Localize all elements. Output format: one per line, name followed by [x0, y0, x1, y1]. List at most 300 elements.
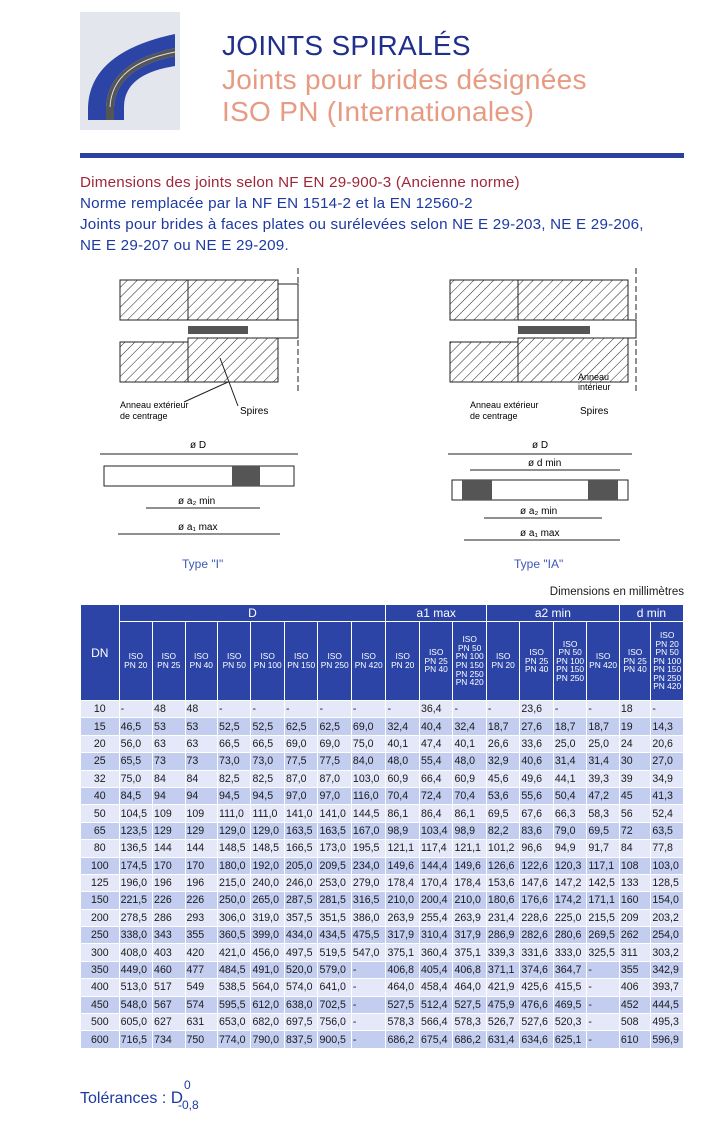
- value-cell: 31,4: [587, 753, 620, 770]
- table-row: [81, 770, 684, 787]
- dimensions-table: [80, 604, 684, 1049]
- value-cell: 52,5: [217, 718, 250, 735]
- value-cell: 750: [185, 1031, 217, 1048]
- label-outer-ring2-right: de centrage: [470, 411, 518, 421]
- value-cell: 52,5: [251, 718, 284, 735]
- value-cell: -: [386, 701, 419, 718]
- value-cell: 278,5: [119, 909, 152, 926]
- value-cell: 86,1: [453, 805, 486, 822]
- value-cell: 66,5: [217, 735, 250, 752]
- table-row: [81, 701, 684, 718]
- value-cell: 333,0: [553, 944, 586, 961]
- value-cell: 50,4: [553, 787, 586, 804]
- dn-cell: 32: [81, 770, 120, 787]
- value-cell: 149,6: [453, 857, 486, 874]
- value-cell: 178,4: [386, 874, 419, 891]
- value-cell: 83,6: [520, 822, 553, 839]
- page-subtitle-line2: ISO PN (Internationales): [222, 96, 535, 127]
- value-cell: 595,5: [217, 996, 250, 1013]
- value-cell: -: [651, 701, 684, 718]
- type-label-right: Type "IA": [514, 557, 564, 571]
- value-cell: 19: [619, 718, 650, 735]
- col-subheader: ISO PN 25: [153, 622, 185, 701]
- value-cell: 111,0: [251, 805, 284, 822]
- value-cell: 638,0: [284, 996, 317, 1013]
- units-note: Dimensions en millimètres: [549, 586, 684, 598]
- table-row: [81, 961, 684, 978]
- col-subheader: ISO PN 50 PN 100 PN 150 PN 250: [553, 622, 586, 701]
- value-cell: 32,9: [486, 753, 519, 770]
- value-cell: 325,5: [587, 944, 620, 961]
- value-cell: 117,4: [419, 840, 452, 857]
- value-cell: 69,0: [284, 735, 317, 752]
- value-cell: 44,1: [553, 770, 586, 787]
- value-cell: 250,0: [217, 892, 250, 909]
- value-cell: 62,5: [318, 718, 351, 735]
- value-cell: 55,4: [419, 753, 452, 770]
- value-cell: 63,5: [651, 822, 684, 839]
- value-cell: 547,0: [351, 944, 386, 961]
- value-cell: 415,5: [553, 979, 586, 996]
- value-cell: 262: [619, 927, 650, 944]
- value-cell: 144: [185, 840, 217, 857]
- value-cell: -: [587, 979, 620, 996]
- value-cell: 66,5: [251, 735, 284, 752]
- value-cell: 117,1: [587, 857, 620, 874]
- value-cell: 527,5: [453, 996, 486, 1013]
- value-cell: 279,0: [351, 874, 386, 891]
- value-cell: 317,9: [453, 927, 486, 944]
- flange-section-left: [120, 268, 298, 421]
- tolerance-label: Tolérances :: [80, 1090, 167, 1107]
- value-cell: 103,4: [419, 822, 452, 839]
- col-subheader: ISO PN 420: [587, 622, 620, 701]
- value-cell: 253,0: [318, 874, 351, 891]
- value-cell: 70,4: [386, 787, 419, 804]
- value-cell: 497,5: [284, 944, 317, 961]
- value-cell: 147,2: [553, 874, 586, 891]
- value-cell: 123,5: [119, 822, 152, 839]
- value-cell: 109: [185, 805, 217, 822]
- value-cell: 86,1: [386, 805, 419, 822]
- value-cell: -: [587, 996, 620, 1013]
- value-cell: 517: [153, 979, 185, 996]
- value-cell: 631: [185, 1014, 217, 1031]
- page-title: JOINTS SPIRALÉS: [222, 30, 471, 61]
- value-cell: 317,9: [386, 927, 419, 944]
- value-cell: 837,5: [284, 1031, 317, 1048]
- value-cell: 526,7: [486, 1014, 519, 1031]
- value-cell: 310,4: [419, 927, 452, 944]
- value-cell: 32,4: [386, 718, 419, 735]
- value-cell: 205,0: [284, 857, 317, 874]
- value-cell: 444,5: [651, 996, 684, 1013]
- value-cell: 477: [185, 961, 217, 978]
- value-cell: 120,3: [553, 857, 586, 874]
- value-cell: -: [553, 701, 586, 718]
- value-cell: 634,6: [520, 1031, 553, 1048]
- value-cell: 167,0: [351, 822, 386, 839]
- value-cell: 610: [619, 1031, 650, 1048]
- value-cell: 67,6: [520, 805, 553, 822]
- value-cell: 144: [153, 840, 185, 857]
- value-cell: 375,1: [386, 944, 419, 961]
- value-cell: 63: [153, 735, 185, 752]
- value-cell: 456,0: [251, 944, 284, 961]
- value-cell: -: [251, 701, 284, 718]
- value-cell: 406: [619, 979, 650, 996]
- value-cell: 97,0: [318, 787, 351, 804]
- value-cell: 109: [153, 805, 185, 822]
- value-cell: 574,0: [284, 979, 317, 996]
- value-cell: 103,0: [351, 770, 386, 787]
- value-cell: 286,9: [486, 927, 519, 944]
- value-cell: 166,5: [284, 840, 317, 857]
- value-cell: 147,6: [520, 874, 553, 891]
- value-cell: 215,0: [217, 874, 250, 891]
- value-cell: 303,2: [651, 944, 684, 961]
- table-row: [81, 805, 684, 822]
- value-cell: 567: [153, 996, 185, 1013]
- value-cell: 263,9: [386, 909, 419, 926]
- value-cell: 675,4: [419, 1031, 452, 1048]
- value-cell: 574: [185, 996, 217, 1013]
- value-cell: -: [587, 701, 620, 718]
- table-row: [81, 944, 684, 961]
- value-cell: 360,5: [217, 927, 250, 944]
- col-subheader: ISO PN 100: [251, 622, 284, 701]
- value-cell: 209,5: [318, 857, 351, 874]
- value-cell: 342,9: [651, 961, 684, 978]
- value-cell: 286: [153, 909, 185, 926]
- value-cell: 508: [619, 1014, 650, 1031]
- value-cell: 101,2: [486, 840, 519, 857]
- col-subheader: ISO PN 250: [318, 622, 351, 701]
- intro-line-2: Norme remplacée par la NF EN 1514-2 et la EN 12560-2: [80, 195, 473, 212]
- value-cell: 163,5: [318, 822, 351, 839]
- value-cell: 69,0: [318, 735, 351, 752]
- dn-cell: 15: [81, 718, 120, 735]
- value-cell: 31,4: [553, 753, 586, 770]
- value-cell: 62,5: [284, 718, 317, 735]
- value-cell: 338,0: [119, 927, 152, 944]
- value-cell: 209: [619, 909, 650, 926]
- value-cell: 192,0: [251, 857, 284, 874]
- dim-D-right: ø D: [532, 440, 549, 451]
- value-cell: 756,0: [318, 1014, 351, 1031]
- value-cell: 549: [185, 979, 217, 996]
- value-cell: 180,6: [486, 892, 519, 909]
- value-cell: 84: [619, 840, 650, 857]
- value-cell: 360,4: [419, 944, 452, 961]
- dn-cell: 125: [81, 874, 120, 891]
- value-cell: 56,0: [119, 735, 152, 752]
- value-cell: 82,5: [217, 770, 250, 787]
- dn-cell: 20: [81, 735, 120, 752]
- value-cell: 144,5: [351, 805, 386, 822]
- value-cell: 226: [153, 892, 185, 909]
- value-cell: 180,0: [217, 857, 250, 874]
- dn-cell: 100: [81, 857, 120, 874]
- label-spires-right: Spires: [580, 406, 609, 417]
- value-cell: 45: [619, 787, 650, 804]
- value-cell: 77,5: [318, 753, 351, 770]
- label-outer-ring-right: Anneau extérieur: [470, 400, 539, 410]
- value-cell: 69,5: [486, 805, 519, 822]
- value-cell: 52,4: [651, 805, 684, 822]
- value-cell: 48: [185, 701, 217, 718]
- value-cell: 27,0: [651, 753, 684, 770]
- value-cell: 790,0: [251, 1031, 284, 1048]
- col-subheader: ISO PN 40: [185, 622, 217, 701]
- value-cell: 512,4: [419, 996, 452, 1013]
- col-subheader: ISO PN 50 PN 100 PN 150 PN 250 PN 420: [453, 622, 486, 701]
- value-cell: 196: [185, 874, 217, 891]
- value-cell: 26,6: [486, 735, 519, 752]
- value-cell: 70,4: [453, 787, 486, 804]
- value-cell: 23,6: [520, 701, 553, 718]
- value-cell: 265,0: [251, 892, 284, 909]
- drawing-svg: [80, 258, 684, 588]
- value-cell: 421,0: [217, 944, 250, 961]
- value-cell: 66,4: [419, 770, 452, 787]
- value-cell: 355: [185, 927, 217, 944]
- value-cell: 79,0: [553, 822, 586, 839]
- value-cell: 126,6: [486, 857, 519, 874]
- value-cell: 403: [153, 944, 185, 961]
- value-cell: -: [351, 701, 386, 718]
- value-cell: 234,0: [351, 857, 386, 874]
- value-cell: -: [318, 701, 351, 718]
- value-cell: 58,3: [587, 805, 620, 822]
- value-cell: 84,5: [119, 787, 152, 804]
- value-cell: 53: [185, 718, 217, 735]
- value-cell: 160: [619, 892, 650, 909]
- dn-cell: 500: [81, 1014, 120, 1031]
- value-cell: 653,0: [217, 1014, 250, 1031]
- value-cell: 231,4: [486, 909, 519, 926]
- value-cell: 48: [153, 701, 185, 718]
- header-divider: [80, 153, 684, 158]
- value-cell: 94,5: [251, 787, 284, 804]
- value-cell: 84: [153, 770, 185, 787]
- value-cell: 495,3: [651, 1014, 684, 1031]
- value-cell: 734: [153, 1031, 185, 1048]
- dn-cell: 400: [81, 979, 120, 996]
- value-cell: 45,6: [486, 770, 519, 787]
- value-cell: 210,0: [453, 892, 486, 909]
- group-header-D: D: [119, 605, 386, 622]
- dn-cell: 300: [81, 944, 120, 961]
- value-cell: 174,2: [553, 892, 586, 909]
- value-cell: 196: [153, 874, 185, 891]
- value-cell: -: [351, 979, 386, 996]
- value-cell: 195,5: [351, 840, 386, 857]
- value-cell: 129,0: [251, 822, 284, 839]
- value-cell: 144,4: [419, 857, 452, 874]
- value-cell: 94: [185, 787, 217, 804]
- value-cell: 48,0: [453, 753, 486, 770]
- value-cell: 77,5: [284, 753, 317, 770]
- value-cell: 63: [185, 735, 217, 752]
- value-cell: 196,0: [119, 874, 152, 891]
- value-cell: 682,0: [251, 1014, 284, 1031]
- value-cell: 476,6: [520, 996, 553, 1013]
- table-row: [81, 857, 684, 874]
- col-subheader: ISO PN 420: [351, 622, 386, 701]
- value-cell: 240,0: [251, 874, 284, 891]
- value-cell: 55,6: [520, 787, 553, 804]
- value-cell: 578,3: [386, 1014, 419, 1031]
- value-cell: 40,4: [419, 718, 452, 735]
- value-cell: 133: [619, 874, 650, 891]
- value-cell: 108: [619, 857, 650, 874]
- value-cell: -: [453, 701, 486, 718]
- value-cell: 434,0: [284, 927, 317, 944]
- type-label-left: Type "I": [182, 557, 224, 571]
- table-row: [81, 753, 684, 770]
- value-cell: 103,0: [651, 857, 684, 874]
- dim-a2-right: ø a₂ min: [520, 506, 558, 517]
- value-cell: 469,5: [553, 996, 586, 1013]
- value-cell: 40,1: [386, 735, 419, 752]
- value-cell: 612,0: [251, 996, 284, 1013]
- tolerance-note: [80, 1078, 199, 1112]
- value-cell: -: [351, 996, 386, 1013]
- value-cell: 25,0: [587, 735, 620, 752]
- value-cell: 18,7: [587, 718, 620, 735]
- value-cell: 121,1: [386, 840, 419, 857]
- value-cell: 520,3: [553, 1014, 586, 1031]
- table-row: [81, 979, 684, 996]
- value-cell: 87,0: [318, 770, 351, 787]
- value-cell: 393,7: [651, 979, 684, 996]
- value-cell: 56: [619, 805, 650, 822]
- value-cell: 97,0: [284, 787, 317, 804]
- value-cell: 128,5: [651, 874, 684, 891]
- value-cell: 702,5: [318, 996, 351, 1013]
- col-subheader: ISO PN 20: [486, 622, 519, 701]
- col-subheader: ISO PN 20: [386, 622, 419, 701]
- value-cell: 316,5: [351, 892, 386, 909]
- dn-cell: 50: [81, 805, 120, 822]
- value-cell: 116,0: [351, 787, 386, 804]
- value-cell: 631,4: [486, 1031, 519, 1048]
- group-header-d: d min: [619, 605, 683, 622]
- page-subtitle-line1: Joints pour brides désignées: [222, 64, 587, 95]
- dim-d-right: ø d min: [528, 458, 562, 469]
- value-cell: 53: [153, 718, 185, 735]
- value-cell: 280,6: [553, 927, 586, 944]
- group-header-a1: a1 max: [386, 605, 486, 622]
- value-cell: 178,4: [453, 874, 486, 891]
- value-cell: 141,0: [284, 805, 317, 822]
- value-cell: 41,3: [651, 787, 684, 804]
- value-cell: 900,5: [318, 1031, 351, 1048]
- value-cell: 170: [153, 857, 185, 874]
- dim-D-left: ø D: [190, 440, 207, 451]
- value-cell: 122,6: [520, 857, 553, 874]
- value-cell: 464,0: [386, 979, 419, 996]
- value-cell: 355: [619, 961, 650, 978]
- value-cell: 282,6: [520, 927, 553, 944]
- value-cell: 246,0: [284, 874, 317, 891]
- table-row: [81, 840, 684, 857]
- value-cell: 121,1: [453, 840, 486, 857]
- value-cell: 40,6: [520, 753, 553, 770]
- value-cell: 153,6: [486, 874, 519, 891]
- value-cell: 148,5: [251, 840, 284, 857]
- value-cell: 578,3: [453, 1014, 486, 1031]
- value-cell: 449,0: [119, 961, 152, 978]
- col-subheader: ISO PN 20 PN 50 PN 100 PN 150 PN 250 PN 420: [651, 622, 684, 701]
- dn-cell: 40: [81, 787, 120, 804]
- value-cell: 163,5: [284, 822, 317, 839]
- dn-cell: 25: [81, 753, 120, 770]
- value-cell: 91,7: [587, 840, 620, 857]
- value-cell: 458,4: [419, 979, 452, 996]
- table-row: [81, 996, 684, 1013]
- value-cell: 73,0: [217, 753, 250, 770]
- value-cell: 84: [185, 770, 217, 787]
- table-row: [81, 909, 684, 926]
- table-row: [81, 718, 684, 735]
- value-cell: 46,5: [119, 718, 152, 735]
- value-cell: 460: [153, 961, 185, 978]
- value-cell: 339,3: [486, 944, 519, 961]
- value-cell: 331,6: [520, 944, 553, 961]
- value-cell: 129,0: [217, 822, 250, 839]
- label-spires-left: Spires: [240, 406, 269, 417]
- value-cell: 141,0: [318, 805, 351, 822]
- col-subheader: ISO PN 150: [284, 622, 317, 701]
- value-cell: 520,0: [284, 961, 317, 978]
- value-cell: 406,8: [386, 961, 419, 978]
- value-cell: 136,5: [119, 840, 152, 857]
- value-cell: -: [587, 1031, 620, 1048]
- value-cell: -: [587, 961, 620, 978]
- value-cell: 263,9: [453, 909, 486, 926]
- value-cell: 351,5: [318, 909, 351, 926]
- value-cell: -: [351, 961, 386, 978]
- value-cell: 96,6: [520, 840, 553, 857]
- value-cell: -: [351, 1014, 386, 1031]
- table-row: [81, 735, 684, 752]
- value-cell: 579,0: [318, 961, 351, 978]
- value-cell: 129: [185, 822, 217, 839]
- value-cell: 111,0: [217, 805, 250, 822]
- value-cell: 18,7: [486, 718, 519, 735]
- table-row: [81, 874, 684, 891]
- value-cell: 94,9: [553, 840, 586, 857]
- tolerance-lower: -0,8: [178, 1098, 199, 1112]
- value-cell: 527,5: [386, 996, 419, 1013]
- value-cell: 94: [153, 787, 185, 804]
- value-cell: 452: [619, 996, 650, 1013]
- value-cell: 47,2: [587, 787, 620, 804]
- value-cell: -: [486, 701, 519, 718]
- value-cell: 281,5: [318, 892, 351, 909]
- dim-a1-left: ø a₁ max: [178, 522, 218, 533]
- value-cell: 306,0: [217, 909, 250, 926]
- value-cell: 170,4: [419, 874, 452, 891]
- table-row: [81, 1031, 684, 1048]
- value-cell: 69,5: [587, 822, 620, 839]
- value-cell: 82,2: [486, 822, 519, 839]
- value-cell: 254,0: [651, 927, 684, 944]
- value-cell: 82,5: [251, 770, 284, 787]
- col-subheader: ISO PN 25 PN 40: [619, 622, 650, 701]
